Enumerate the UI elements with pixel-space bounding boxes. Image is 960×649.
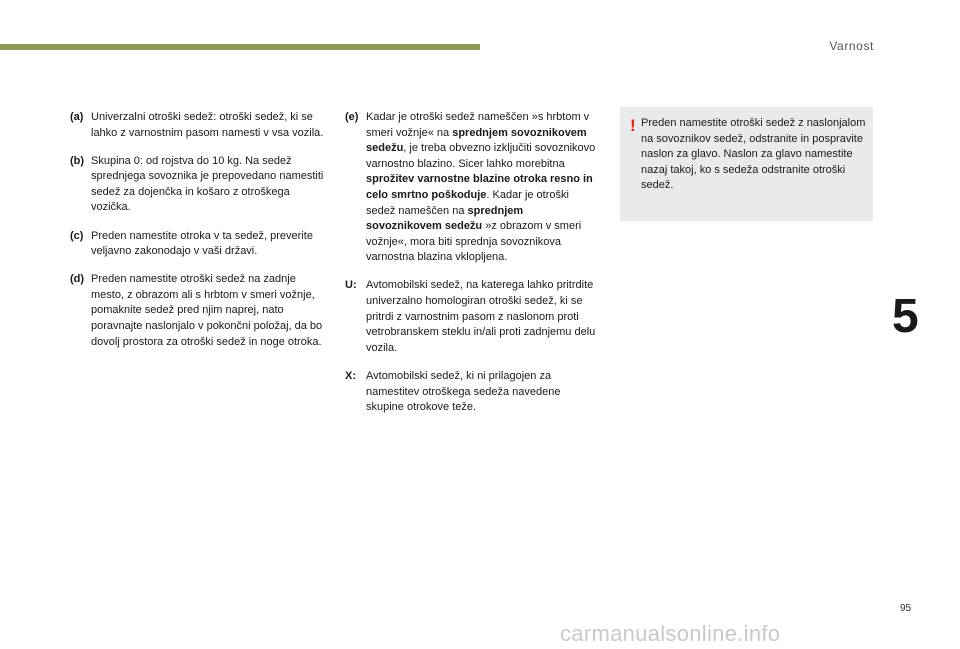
legend-key: (b) bbox=[70, 154, 85, 167]
legend-key: X: bbox=[345, 369, 356, 382]
legend-key: (e) bbox=[345, 111, 359, 123]
left-column bbox=[70, 110, 326, 363]
legend-entry-a bbox=[70, 110, 326, 141]
bold-run: sprožitev varnostne blazine otroka resno in celo smrtno poškoduje bbox=[366, 173, 593, 201]
legend-entry-e bbox=[345, 110, 601, 266]
warning-box bbox=[620, 107, 873, 221]
watermark: carmanualsonline.info bbox=[560, 621, 781, 646]
legend-text: Univerzalni otroški sedež: otroški sedež, ki se lahko z varnostnim pasom namesti v vsa vozila. bbox=[91, 111, 324, 139]
legend-text: Preden namestite otroški sedež na zadnje mesto, z obrazom ali s hrbtom v smeri vožnje, pomaknite sedež pred njim naprej, nato poravnajte naslonjalo v pokončni položaj, da bo dovolj prostora za otroški sedež in noge otroka. bbox=[91, 273, 323, 348]
legend-entry-c bbox=[70, 229, 326, 260]
bold-run: sprednjem sovoznikovem sedežu bbox=[366, 204, 524, 233]
exclamation-icon: ! bbox=[630, 116, 636, 135]
legend-text: Skupina 0: od rojstva do 10 kg. Na sedež sprednjega sovoznika je prepovedano namestiti sedež za dojenčka in košaro z otroškega vozička. bbox=[91, 154, 324, 214]
legend-entry-d bbox=[70, 272, 326, 350]
text-run: . Kadar je otroški sedež nameščen na bbox=[366, 188, 569, 217]
legend-key: U: bbox=[345, 279, 357, 292]
legend-entry-b bbox=[70, 154, 326, 216]
text-run: , je treba obvezno izključiti sovoznikovo varnostno blazino. Sicer lahko morebitna bbox=[366, 142, 596, 170]
legend-text: Avtomobilski sedež, ki ni prilagojen za namestitev otroškega sedeža navedene skupine otrokove teže. bbox=[366, 369, 561, 414]
legend-entry-u bbox=[345, 278, 601, 356]
chapter-number: 5 bbox=[892, 290, 919, 343]
page-number: 95 bbox=[900, 603, 912, 614]
legend-text: Avtomobilski sedež, na katerega lahko pritrdite univerzalno homologiran otroški sedež, ki se pritrdi z varnostnim pasom z naslonom proti vetrobranskem steklu in/ali proti zadnjemu delu vozila. bbox=[366, 279, 596, 354]
legend-key: (d) bbox=[70, 273, 85, 286]
text-run: »z obrazom v smeri vožnje«, mora biti sprednja sovoznikova varnostna blazina vklopljena. bbox=[366, 220, 582, 264]
header-accent-bar bbox=[0, 44, 480, 50]
warning-text: Preden namestite otroški sedež z naslonjalom na sovoznikov sedež, odstranite in pospravite naslon za glavo. Naslon za glavo namestite nazaj takoj, ko s sedeža odstranite otroški sedež. bbox=[641, 117, 866, 192]
legend-key: (c) bbox=[70, 229, 84, 242]
legend-text: Preden namestite otroka v ta sedež, preverite veljavno zakonodajo v vaši državi. bbox=[91, 229, 313, 258]
section-title: Varnost bbox=[829, 39, 874, 53]
legend-key: (a) bbox=[70, 111, 84, 123]
text-run: Kadar je otroški sedež nameščen »s hrbtom v smeri vožnje« na bbox=[366, 111, 590, 139]
legend-text-e bbox=[366, 110, 601, 266]
legend-entry-x bbox=[345, 369, 601, 416]
bold-run: sprednjem sovoznikovem sedežu bbox=[366, 126, 587, 155]
right-column bbox=[345, 110, 601, 428]
